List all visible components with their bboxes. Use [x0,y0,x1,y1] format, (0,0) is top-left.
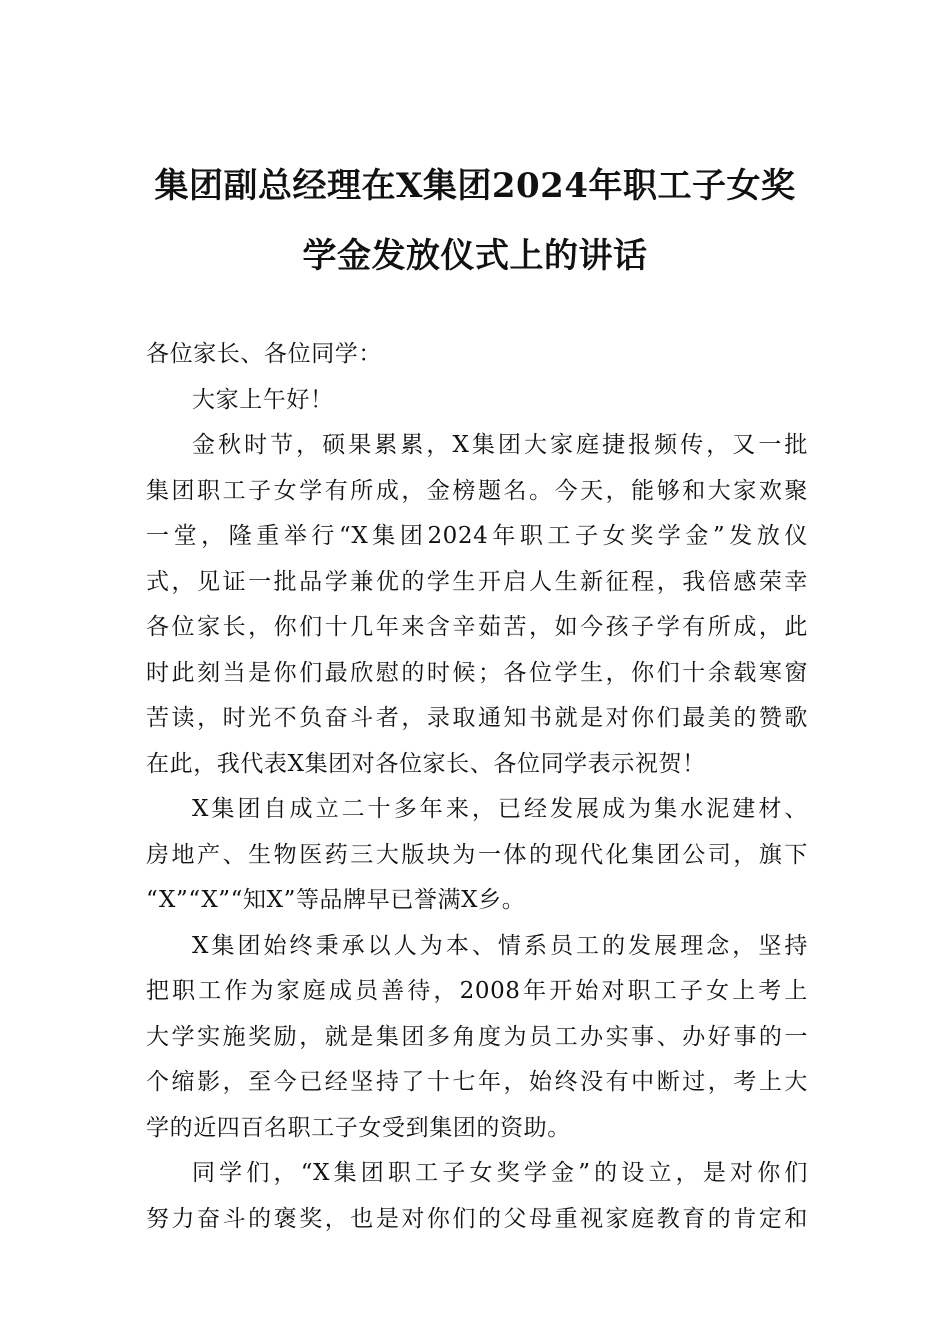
body-line: 房地产、生物医药三大版块为一体的现代化集团公司，旗下 [146,841,808,868]
body-line: 个缩影，至今已经坚持了十七年，始终没有中断过，考上大 [146,1069,808,1095]
body-line: X集团自成立二十多年来，已经发展成为集水泥建材、 [192,796,808,822]
body-line: “X”“X”“知X”等品牌早已誉满X乡。 [146,887,526,913]
body-line: 同学们，“X集团职工子女奖学金”的设立，是对你们 [192,1160,808,1186]
body-line: X集团始终秉承以人为本、情系员工的发展理念，坚持 [192,932,808,959]
document-body [146,332,808,1242]
body-line: 集团职工子女学有所成，金榜题名。今天，能够和大家欢聚 [146,477,808,504]
salutation-line: 各位家长、各位同学： [146,341,382,367]
body-line: 学的近四百名职工子女受到集团的资助。 [146,1114,571,1141]
body-line: 各位家长，你们十几年来含辛茹苦，如今孩子学有所成，此 [146,614,808,640]
greeting-line: 大家上午好！ [192,386,334,413]
body-line: 苦读，时光不负奋斗者，录取通知书就是对你们最美的赞歌 [146,705,808,731]
body-line: 一堂，隆重举行“X集团2024年职工子女奖学金”发放仪 [146,523,808,549]
body-line: 金秋时节，硕果累累，X集团大家庭捷报频传，又一批 [192,432,808,458]
body-line: 努力奋斗的褒奖，也是对你们的父母重视家庭教育的肯定和 [146,1205,808,1232]
document-title-line-1: 集团副总经理在X集团2024年职工子女奖 [154,166,796,206]
body-line: 大学实施奖励，就是集团多角度为员工办实事、办好事的一 [146,1023,808,1050]
body-line: 把职工作为家庭成员善待，2008年开始对职工子女上考上 [146,978,808,1004]
document-title-line-2: 学金发放仪式上的讲话 [302,236,648,276]
body-line: 时此刻当是你们最欣慰的时候；各位学生，你们十余载寒窗 [146,659,808,686]
body-line: 式，见证一批品学兼优的学生开启人生新征程，我倍感荣幸 [146,568,808,595]
body-line: 在此，我代表X集团对各位家长、各位同学表示祝贺！ [146,750,706,777]
